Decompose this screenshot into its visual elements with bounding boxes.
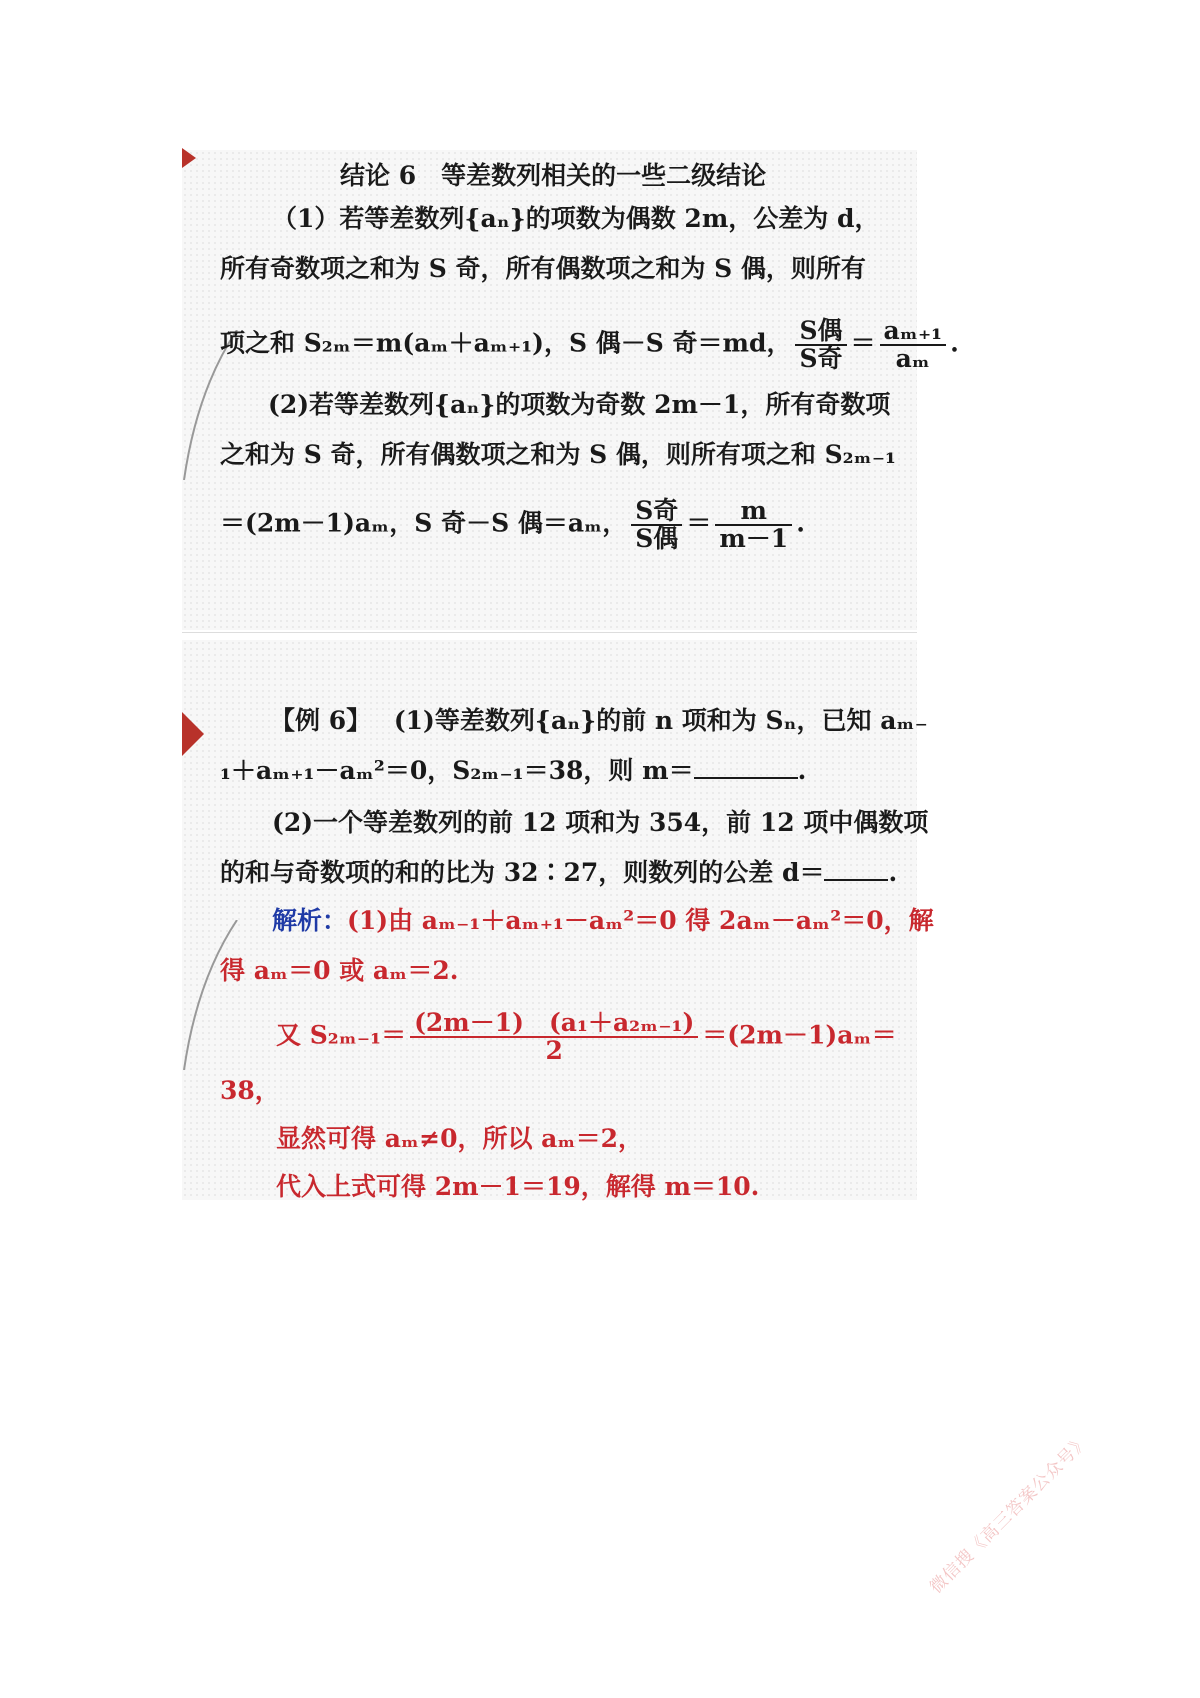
example-line2: ₁＋aₘ₊₁－aₘ²＝0，S₂ₘ₋₁＝38，则 m＝ . <box>220 756 807 785</box>
fraction-numerator: (2m－1) (a₁＋a₂ₘ₋₁) <box>410 1010 698 1038</box>
example-1-text-cont: ₁＋aₘ₊₁－aₘ²＝0，S₂ₘ₋₁＝38，则 m＝ <box>220 756 694 785</box>
fraction-denominator: S偶 <box>635 524 679 553</box>
example-label: 【例 6】 <box>270 706 372 735</box>
fraction-am1-over-am <box>880 318 947 372</box>
decorative-arc <box>182 920 242 1070</box>
fraction-denominator: m－1 <box>719 524 789 553</box>
slide-divider <box>182 632 917 633</box>
red-triangle-marker <box>182 148 196 168</box>
fraction-denominator: aₘ <box>895 344 931 373</box>
fraction-m-over-m-minus-1 <box>715 498 792 552</box>
example-2-line2: 的和与奇数项的和的比为 32∶27，则数列的公差 d＝ . <box>220 858 898 887</box>
watermark-text: 微信搜《高三答案公众号》 <box>926 1430 1094 1598</box>
solution-line4: 38， <box>220 1076 280 1105</box>
p1-line3: 项之和 S₂ₘ＝m(aₘ＋aₘ₊₁)，S 偶－S 奇＝md， $\frac{\text{S偶}}{\text{S奇}}$ ＝ $\frac{\text{aₘ₊₁}}{\text{aₘ}}$ . <box>220 316 959 373</box>
solution-line1 <box>272 904 934 938</box>
fraction-s-even-over-s-odd <box>795 318 846 372</box>
fraction-sum-formula <box>410 1010 698 1064</box>
p1-line3-text: 项之和 S₂ₘ＝m(aₘ＋aₘ₊₁)，S 偶－S 奇＝md， <box>220 328 792 358</box>
solution-text-1: (1)由 aₘ₋₁＋aₘ₊₁－aₘ²＝0 得 2aₘ－aₘ²＝0，解 <box>347 906 934 935</box>
p2-line2: 之和为 S 奇，所有偶数项之和为 S 偶，则所有项之和 S₂ₘ₋₁ <box>220 440 896 469</box>
fraction-s-odd-over-s-even <box>631 498 682 552</box>
example-line1 <box>270 704 928 738</box>
solution-text-3-suffix: ＝(2m－1)aₘ＝ <box>702 1020 897 1050</box>
example-1-text: (1)等差数列{aₙ}的前 n 项和为 Sₙ，已知 aₘ₋ <box>393 706 928 735</box>
fraction-numerator: m <box>715 498 792 526</box>
p2-line1: (2)若等差数列{aₙ}的项数为奇数 2m－1，所有奇数项 <box>268 390 891 419</box>
solution-line6: 代入上式可得 2m－1＝19，解得 m＝10. <box>276 1172 760 1201</box>
solution-text-3: 又 S₂ₘ₋₁＝ <box>276 1020 407 1050</box>
fraction-numerator: S奇 <box>631 498 682 526</box>
solution-line3 <box>276 1010 897 1064</box>
p1-line1: （1）若等差数列{aₙ}的项数为偶数 2m，公差为 d， <box>272 204 880 233</box>
red-triangle-marker <box>182 712 204 756</box>
fraction-denominator: S奇 <box>799 344 843 373</box>
solution-line2: 得 aₘ＝0 或 aₘ＝2. <box>220 956 459 985</box>
solution-label: 解析： <box>272 906 348 935</box>
example-2-line1: (2)一个等差数列的前 12 项和为 354，前 12 项中偶数项 <box>272 808 929 837</box>
solution-line5: 显然可得 aₘ≠0，所以 aₘ＝2， <box>276 1124 643 1153</box>
fraction-numerator: aₘ₊₁ <box>880 318 947 346</box>
p1-line2: 所有奇数项之和为 S 奇，所有偶数项之和为 S 偶，则所有 <box>220 254 866 283</box>
fraction-numerator: S偶 <box>795 318 846 346</box>
answer-blank-m <box>694 755 798 779</box>
p2-line3-text: ＝(2m－1)aₘ，S 奇－S 偶＝aₘ， <box>220 508 628 538</box>
answer-blank-d <box>824 857 888 881</box>
example-2-text: 的和与奇数项的和的比为 32∶27，则数列的公差 d＝ <box>220 858 825 887</box>
p2-line3: ＝(2m－1)aₘ，S 奇－S 偶＝aₘ， $\frac{\text{S奇}}{\text{S偶}}$ ＝ $\frac{m}{m-1}$ . <box>220 496 805 553</box>
conclusion-title: 结论 6 等差数列相关的一些二级结论 <box>340 161 767 190</box>
fraction-denominator: 2 <box>545 1036 563 1065</box>
